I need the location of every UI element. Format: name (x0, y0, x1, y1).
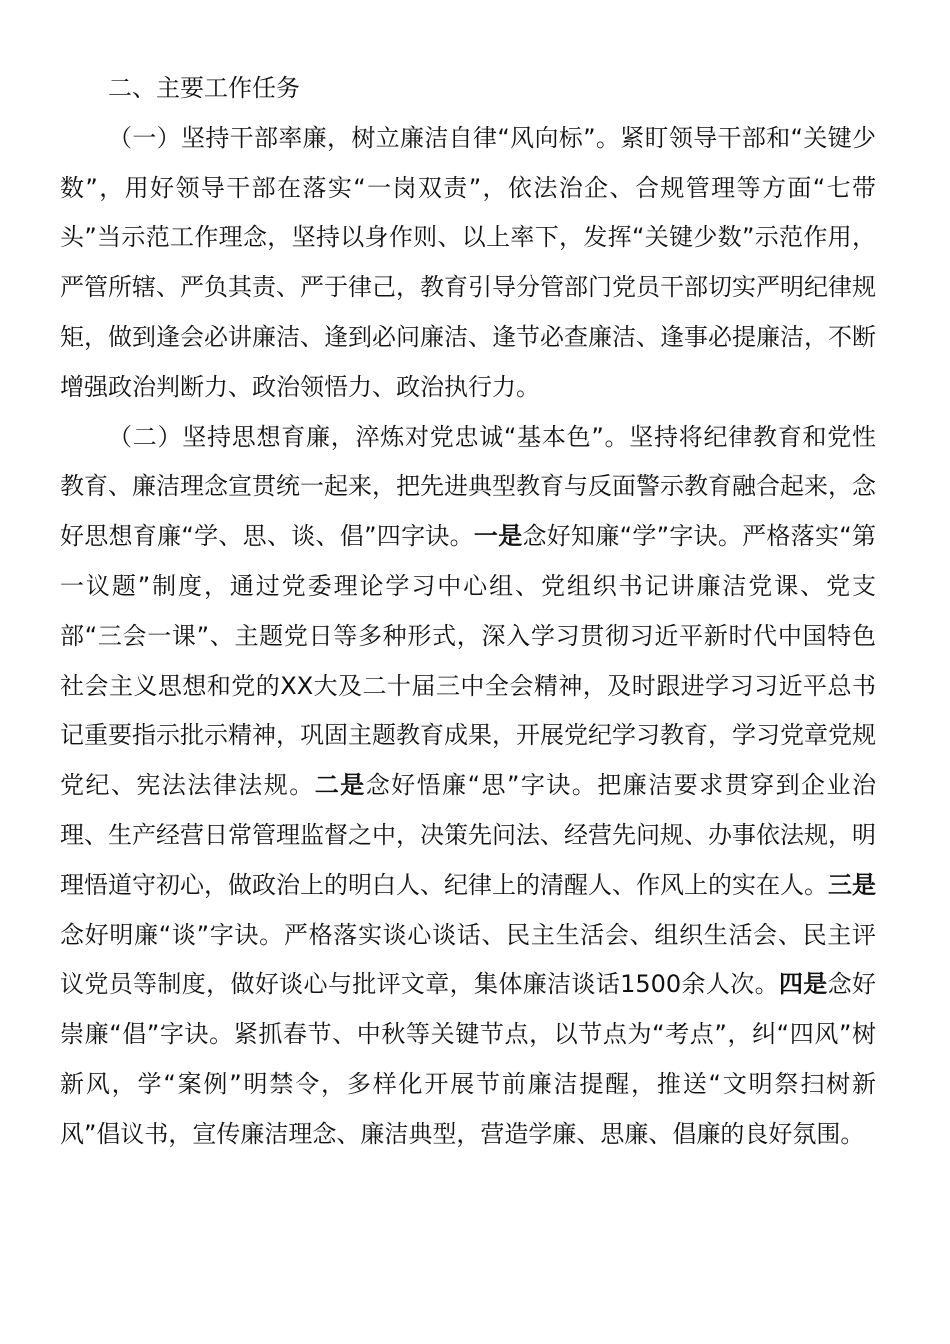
paragraph-1: （一）坚持干部率廉，树立廉洁自律“风向标”。紧盯领导干部和“关键少数”，用好领导干部在落实“一岗双责”，依法治企、合规管理等方面“七带头”当示范工作理念，坚持以身作则、以上率下，发挥“关键少数”示范作用，严管所辖、严负其责、严于律己，教育引导分管部门党员干部切实严明纪律规矩，做到逢会必讲廉洁、逢到必问廉洁、逢节必查廉洁、逢事必提廉洁，不断增强政治判断力、政治领悟力、政治执行力。 (60, 123, 876, 401)
point-2-text: 念好悟廉“思”字诀。把廉洁要求贯穿到企业治理、生产经营日常管理监督之中，决策先问法、经营先问规、办事依法规，明理悟道守初心，做政治上的明白人、纪律上的清醒人、作风上的实在人。 (60, 771, 877, 899)
point-2-label: 二是 (314, 771, 366, 800)
paragraph-2-intro: （二）坚持思想育廉，淬炼对党忠诚“基本色”。坚持将纪律教育和党性教育、廉洁理念宣贯统一起来，把先进典型教育与反面警示教育融合起来，念好思想育廉“学、思、谈、倡”四字诀。 (60, 422, 876, 551)
paragraph-2 (60, 413, 876, 1160)
section-heading: 二、主要工作任务 (108, 74, 300, 102)
point-4-text: 念好崇廉“倡”字诀。紧抓春节、中秋等关键节点，以节点为“考点”，纠“四风”树新风，学“案例”明禁令，多样化开展节前廉洁提醒，推送“文明祭扫树新风”倡议书，宣传廉洁理念、廉洁典型，营造学廉、思廉、倡廉的良好氛围。 (60, 970, 877, 1148)
point-1-label: 一是 (473, 522, 523, 551)
point-1-text: 念好知廉“学”字诀。严格落实“第一议题”制度，通过党委理论学习中心组、党组织书记讲廉洁党课、党支部“三会一课”、主题党日等多种形式，深入学习贯彻习近平新时代中国特色社会主义思想和党的XX大及二十届三中全会精神，及时跟进学习习近平总书记重要指示批示精神，巩固主题教育成果，开展党纪学习教育，学习党章党规党纪、宪法法律法规。 (60, 522, 876, 800)
point-4-label: 四是 (778, 970, 828, 999)
point-3-label: 三是 (828, 870, 876, 899)
document-page (60, 64, 876, 1160)
point-3-text: 念好明廉“谈”字诀。严格落实谈心谈话、民主生活会、组织生活会、民主评议党员等制度，做好谈心与批评文章，集体廉洁谈话1500余人次。 (60, 920, 876, 999)
